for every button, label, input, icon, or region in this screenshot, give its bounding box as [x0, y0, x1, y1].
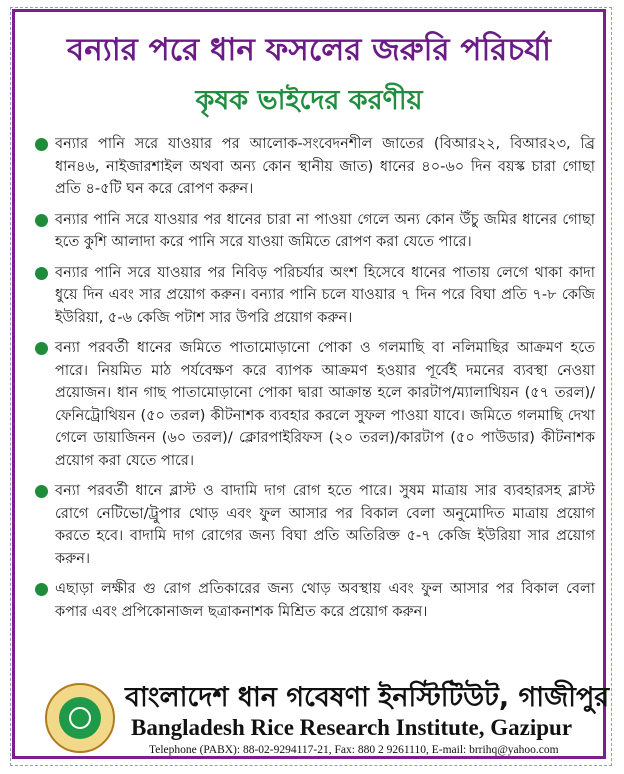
list-item [33, 133, 595, 201]
list-item-text: বন্যার পানি সরে যাওয়ার পর ধানের চারা না পাওয়া গেলে অন্য কোন উঁচু জমির ধানের গোছা হতে কুশি আলাদা করে পানি সরে যাওয়া জমিতে রোপণ করা যেতে পারে। [55, 211, 595, 250]
list-item-text: এছাড়া লক্ষীর গু রোগ প্রতিকারের জন্য থোড় অবস্থায় এবং ফুল আসার পর বিকাল বেলা কপার এবং প্রপিকোনাজল ছত্রাকনাশক মিশ্রিত করে প্রয়োগ করুন। [55, 581, 595, 620]
brri-logo-icon [45, 683, 115, 753]
list-item [33, 337, 595, 472]
institute-footer [31, 677, 611, 765]
bullet-icon [35, 583, 48, 596]
list-item [33, 578, 595, 623]
bullet-icon [35, 485, 48, 498]
bullet-icon [35, 214, 48, 227]
list-item [33, 209, 595, 254]
list-item-text: বন্যার পানি সরে যাওয়ার পর নিবিড় পরিচর্যার অংশ হিসেবে ধানের পাতায় লেগে থাকা কাদা ধুয়ে দিন এবং সার প্রয়োগ করুন। বন্যার পানি চলে যাওয়ার ৭ দিন পরে বিঘা প্রতি ৭-৮ কেজি ইউরিয়া, ৫-৬ কেজি পটাশ সার উপরি প্রয়োগ করুন। [55, 264, 595, 326]
list-item-text: বন্যার পানি সরে যাওয়ার পর আলোক-সংবেদনশীল জাতের (বিআর২২, বিআর২৩, ব্রি ধান৪৬, নাইজারশাইল অথবা অন্য কোন স্থানীয় জাত) ধানের ৪০-৬০ দিন বয়স্ক চারা গোছা প্রতি ৪-৫টি ঘন করে রোপণ করুন। [55, 136, 595, 197]
poster-frame [12, 9, 610, 759]
bullet-icon [35, 267, 48, 280]
page-title: বন্যার পরে ধান ফসলের জরুরি পরিচর্যা [67, 32, 551, 68]
contact-info: Telephone (PABX): 88-02-9294117-21, Fax: 880 2 9261110, E-mail: brrihq@yahoo.com [149, 744, 559, 756]
page-subtitle: কৃষক ভাইদের করণীয় [195, 85, 423, 116]
institute-name-bn: বাংলাদেশ ধান গবেষণা ইনস্টিটিউট, গাজীপুর [125, 682, 610, 713]
list-item-text: বন্যা পরবর্তী ধানের জমিতে পাতামোড়ানো পোকা ও গলমাছি বা নলিমাছির আক্রমণ হতে পারে। নিয়মিত মাঠ পর্যবেক্ষণ করে ব্যাপক আক্রমণ হওয়ার পূর্বেই দমনের ব্যবস্থা নেওয়া প্রয়োজন। ধান গাছ পাতামোড়ানো পোকা দ্বারা আক্রান্ত হলে কারটাপ/ম্যালাথিয়ন (৫৭ তরল)/ফেনিট্রোথিয়ন (৫০ তরল) কীটনাশক ব্যবহার করলে সুফল পাওয়া যাবে। জমিতে গলমাছি দেখা গেলে ডায়াজিনন (৬০ তরল)/ ক্লোরপাইরিফস (২০ তরল)/কারটাপ (৫০ পাউডার) কীটনাশক প্রয়োগ করা যেতে পারে। [55, 340, 595, 469]
list-item [33, 480, 595, 570]
list-item-text: বন্যা পরবর্তী ধানে ব্লাস্ট ও বাদামি দাগ রোগ হতে পারে। সুষম মাত্রায় সার ব্যবহারসহ ব্লাস্ট রোগে নেটিভো/ট্রুপার থোড় এবং ফুল আসার পর বিকাল বেলা অনুমোদিত মাত্রায় প্রয়োগ করতে হবে। বাদামি দাগ রোগের জন্য বিঘা প্রতি অতিরিক্ত ৫-৭ কেজি ইউরিয়া সার প্রয়োগ করুন। [55, 483, 595, 567]
advice-list [33, 133, 595, 631]
list-item [33, 262, 595, 330]
institute-name-en: Bangladesh Rice Research Institute, Gazipur [131, 715, 573, 740]
bullet-icon [35, 342, 48, 355]
bullet-icon [35, 138, 48, 151]
